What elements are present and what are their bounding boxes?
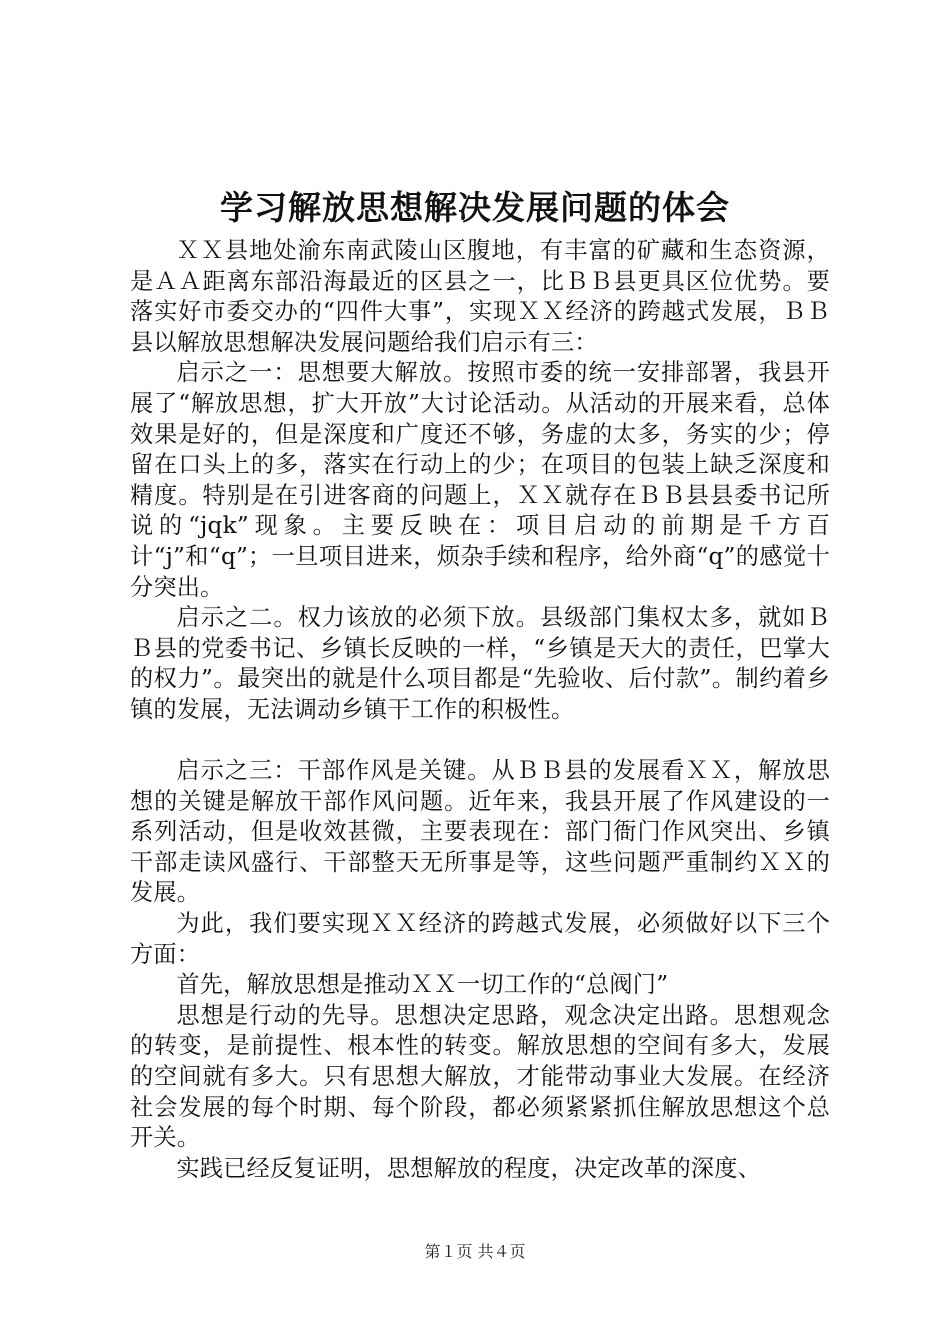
paragraph-insight-two: 启示之二。权力该放的必须下放。县级部门集权太多，就如ＢＢ县的党委书记、乡镇长反映的一样，“乡镇是天大的责任，巴掌大的权力”。最突出的就是什么项目都是“先验收、后付款”。制约着乡镇的发展，无法调动乡镇干工作的积极性。 [130, 604, 830, 723]
paragraph-insight-three: 启示之三：干部作风是关键。从ＢＢ县的发展看ＸＸ，解放思想的关键是解放干部作风问题。近年来，我县开展了作风建设的一系列活动，但是收效甚微，主要表现在：部门衙门作风突出、乡镇干部走读风盛行、干部整天无所事是等，这些问题严重制约ＸＸ的发展。 [130, 757, 830, 907]
document-title: 学习解放思想解决发展问题的体会 [220, 188, 730, 227]
paragraph-practice: 实践已经反复证明，思想解放的程度，决定改革的深度、 [176, 1154, 762, 1182]
page-number-footer: 第１页 共４页 [424, 1242, 526, 1261]
paragraph-intro: ＸＸ县地处渝东南武陵山区腹地，有丰富的矿藏和生态资源，是ＡＡ距离东部沿海最近的区县之一，比ＢＢ县更具区位优势。要落实好市委交办的“四件大事”，实现ＸＸ经济的跨越式发展，ＢＢ县以解放思想解决发展问题给我们启示有三： [130, 237, 830, 356]
document-body [130, 236, 830, 1184]
paragraph-therefore: 为此，我们要实现ＸＸ经济的跨越式发展，必须做好以下三个方面： [130, 910, 830, 968]
paragraph-insight-one: 启示之一：思想要大解放。按照市委的统一安排部署，我县开展了“解放思想，扩大开放”大讨论活动。从活动的开展来看，总体效果是好的，但是深度和广度还不够，务虚的太多，务实的少；停留在口头上的多，落实在行动上的少；在项目的包装上缺乏深度和精度。特别是在引进客商的问题上，ＸＸ就存在ＢＢ县县委书记所说的“jqk”现象。主要反映在：项目启动的前期是千方百计“j”和“q”；一旦项目进来，烦杂手续和程序，给外商“q”的感觉十分突出。 [130, 359, 830, 601]
paragraph-first-point: 首先，解放思想是推动ＸＸ一切工作的“总阀门” [176, 971, 669, 999]
paragraph-thought-guide: 思想是行动的先导。思想决定思路，观念决定出路。思想观念的转变，是前提性、根本性的转变。解放思想的空间有多大，发展的空间就有多大。只有思想大解放，才能带动事业大发展。在经济社会发展的每个时期、每个阶段，都必须紧紧抓住解放思想这个总开关。 [130, 1001, 830, 1152]
